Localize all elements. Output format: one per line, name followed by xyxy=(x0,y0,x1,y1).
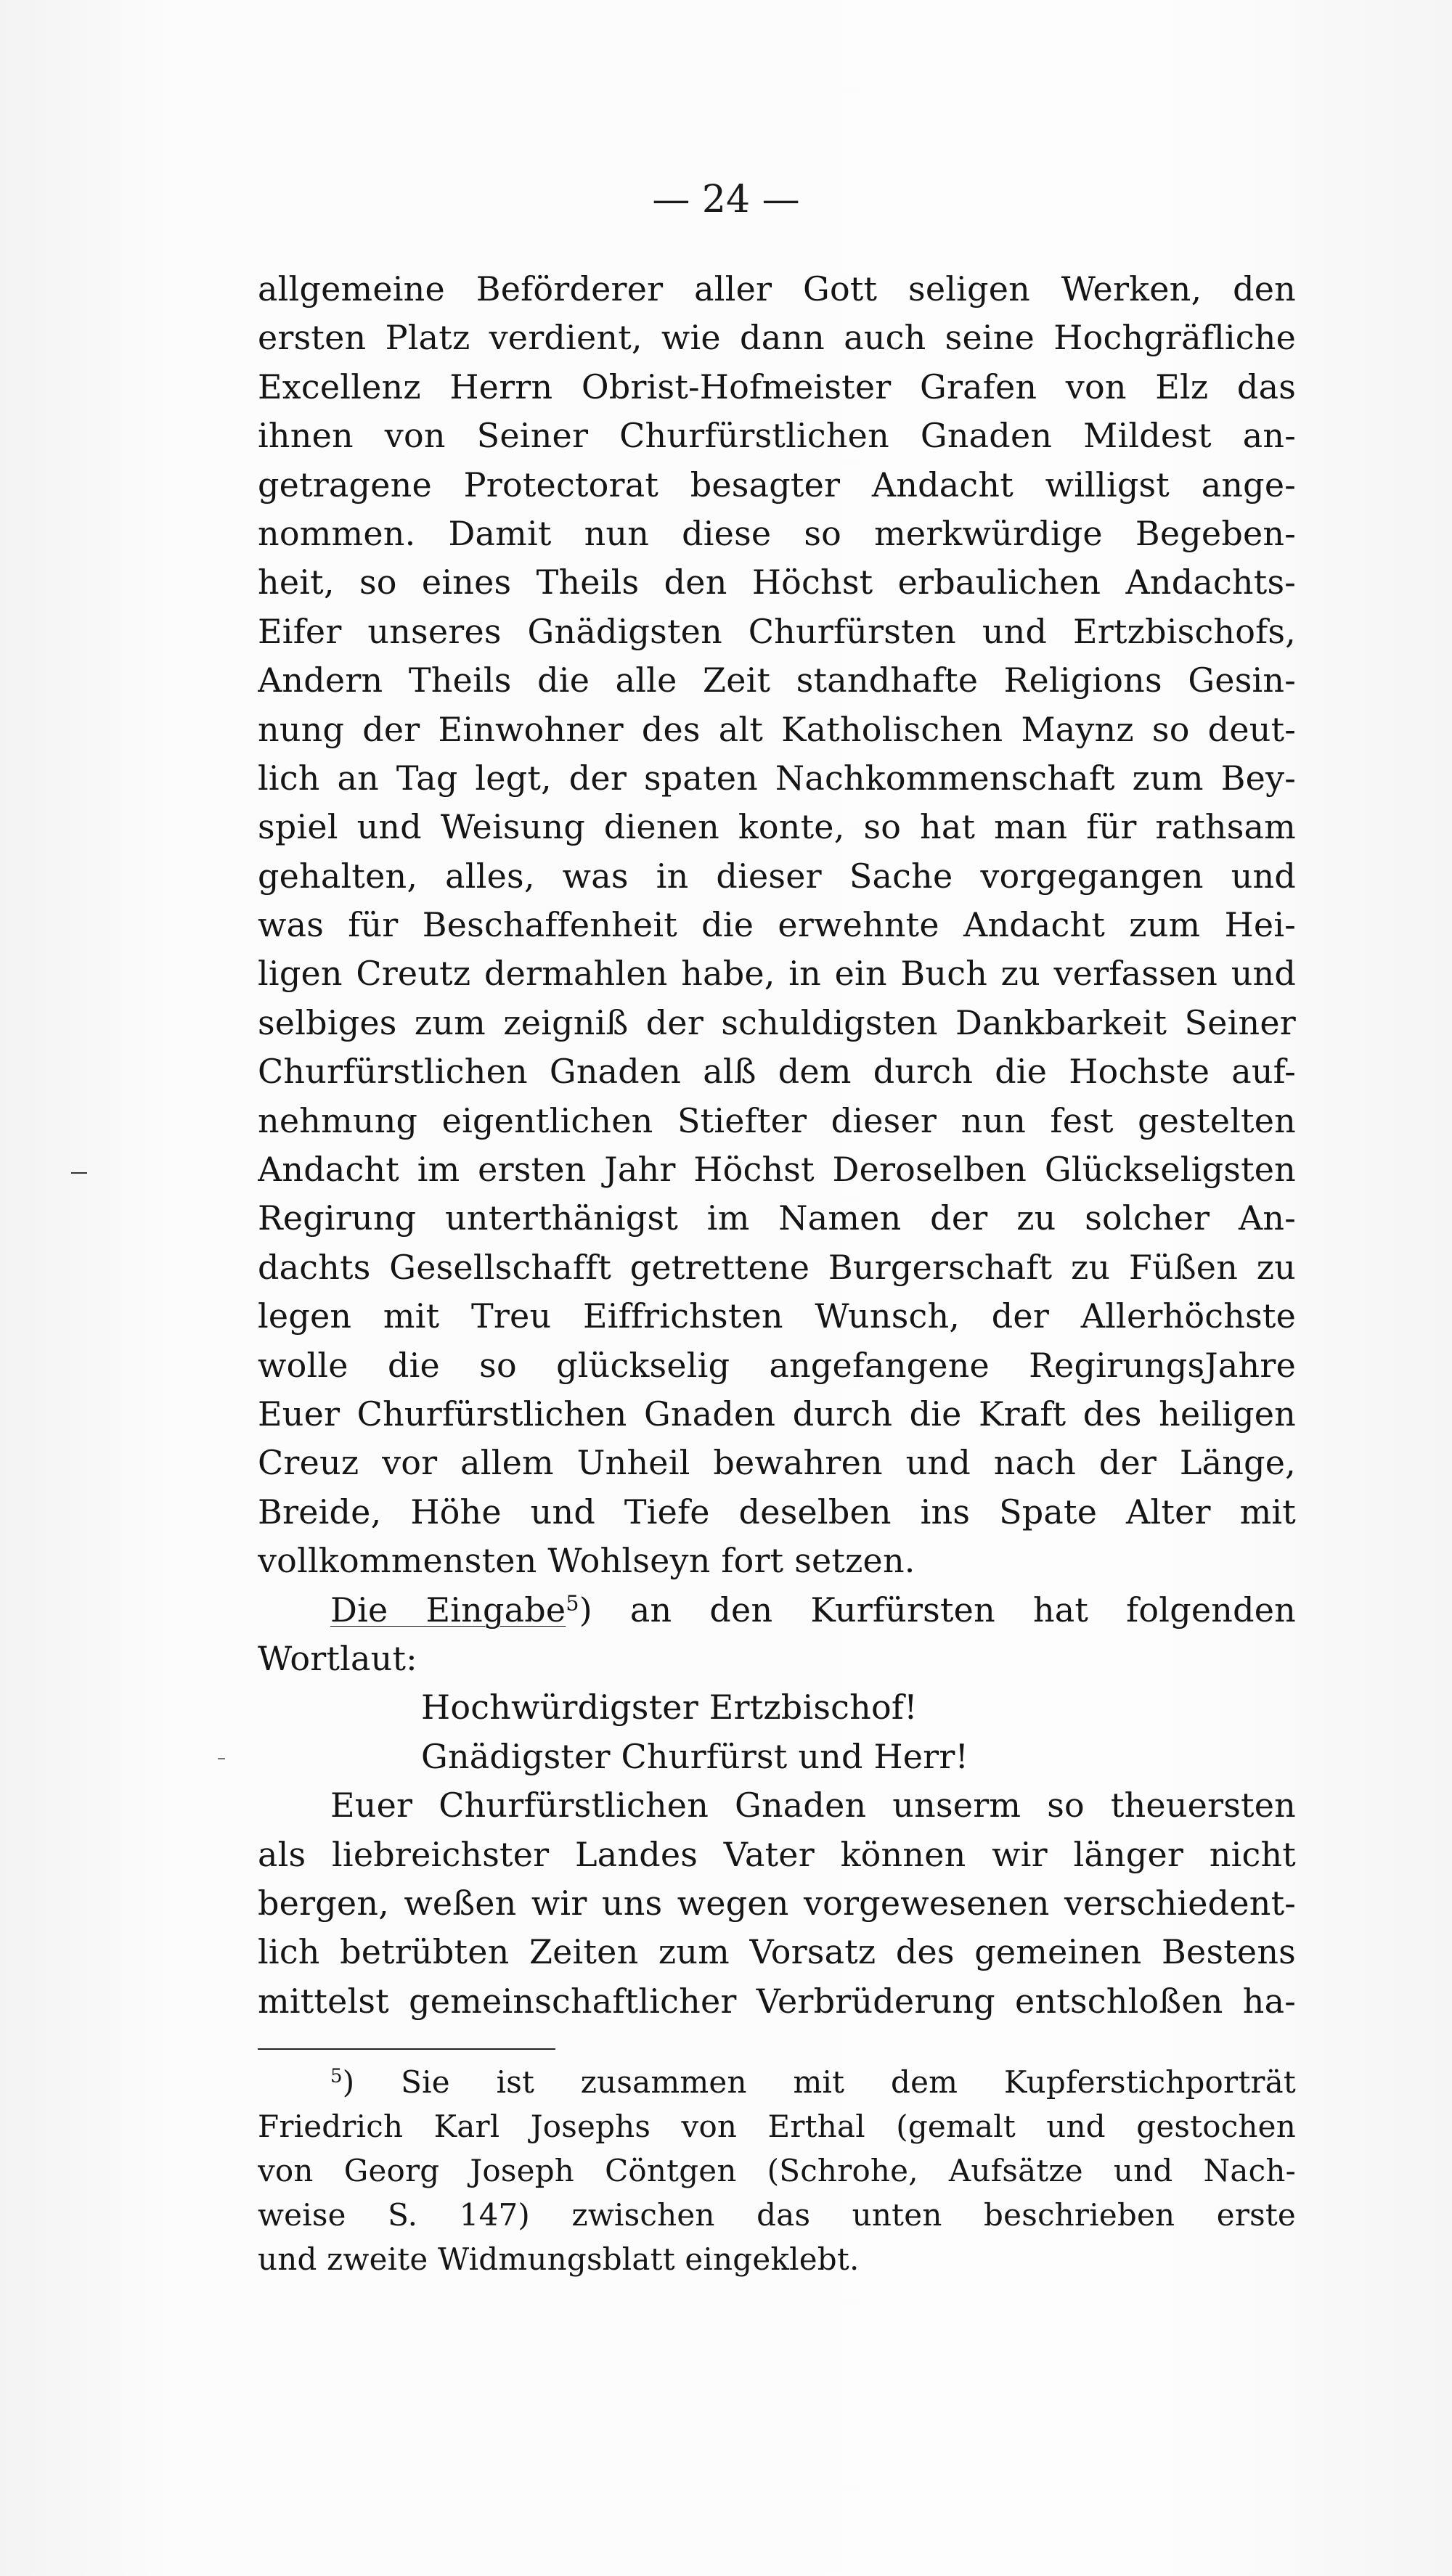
margin-mark xyxy=(71,1172,87,1174)
text-line: heit, so eines Theils den Höchst erbaulichen Andachts- xyxy=(258,563,1296,602)
text-line: Andacht im ersten Jahr Höchst Deroselben Glückseligsten xyxy=(258,1150,1296,1190)
text-line: Euer Churfürstlichen Gnaden durch die Kraft des heiligen xyxy=(258,1394,1296,1434)
text-line: allgemeine Beförderer aller Gott seligen Werken, den xyxy=(258,269,1296,308)
footnote-marker: 5 xyxy=(330,2065,343,2088)
footnote-line xyxy=(258,2060,1296,2104)
text-line: lich an Tag legt, der spaten Nachkommenschaft zum Bey- xyxy=(258,758,1296,798)
salutation-archbishop: Hochwürdigster Ertzbischof! xyxy=(421,1688,918,1727)
text-line: was für Beschaffenheit die erwehnte Andacht zum Hei- xyxy=(258,905,1296,945)
salutation-elector: Gnädigster Churfürst und Herr! xyxy=(421,1736,969,1776)
text-line: lich betrübten Zeiten zum Vorsatz des gemeinen Bestens xyxy=(258,1932,1296,1972)
text-line: wolle die so glückselig angefangene RegirungsJahre xyxy=(258,1345,1296,1385)
text-line: als liebreichster Landes Vater können wir länger nicht xyxy=(258,1834,1296,1874)
text-line: Churfürstlichen Gnaden alß dem durch die Hochste auf- xyxy=(258,1052,1296,1092)
text-line: Breide, Höhe und Tiefe deselben ins Spate Alter mit xyxy=(258,1492,1296,1532)
text-line: getragene Protectorat besagter Andacht willigst ange- xyxy=(258,465,1296,504)
intro-rest: ) an den Kurfürsten hat folgenden xyxy=(579,1590,1296,1630)
text-line: ligen Creutz dermahlen habe, in ein Buch zu verfassen und xyxy=(258,954,1296,994)
text-line: gehalten, alles, was in dieser Sache vorgegangen und xyxy=(258,856,1296,896)
text-line: legen mit Treu Eiffrichsten Wunsch, der Allerhöchste xyxy=(258,1296,1296,1336)
margin-mark xyxy=(218,1758,225,1759)
footnote-line: weise S. 147) zwischen das unten beschrieben erste xyxy=(258,2197,1296,2233)
text-line: Creuz vor allem Unheil bewahren und nach der Länge, xyxy=(258,1443,1296,1483)
text-line: nung der Einwohner des alt Katholischen Maynz so deut- xyxy=(258,709,1296,749)
text-line: Eifer unseres Gnädigsten Churfürsten und Ertzbischofs, xyxy=(258,611,1296,651)
text-line: nommen. Damit nun diese so merkwürdige Begeben- xyxy=(258,513,1296,553)
footnote-line: und zweite Widmungsblatt eingeklebt. xyxy=(258,2241,860,2277)
text-line: bergen, weßen wir uns wegen vorgewesenen verschiedent- xyxy=(258,1883,1296,1923)
footnote-line: Friedrich Karl Josephs von Erthal (gemalt und gestochen xyxy=(258,2109,1296,2144)
text-line: dachts Gesellschafft getrettene Burgerschaft zu Füßen zu xyxy=(258,1247,1296,1287)
text-line: Excellenz Herrn Obrist-Hofmeister Grafen von Elz das xyxy=(258,367,1296,406)
main-text xyxy=(258,265,1296,2026)
text-line: Regirung unterthänigst im Namen der zu solcher An- xyxy=(258,1198,1296,1238)
text-line: ihnen von Seiner Churfürstlichen Gnaden Mildest an- xyxy=(258,416,1296,456)
footnote-reference: 5 xyxy=(566,1590,579,1615)
text-line: Euer Churfürstlichen Gnaden unserm so theuersten xyxy=(330,1786,1296,1825)
page-number: — 24 — xyxy=(652,178,800,221)
text-line: nehmung eigentlichen Stiefter dieser nun fest gestelten xyxy=(258,1100,1296,1140)
footnote xyxy=(258,2060,1296,2281)
intro-line-2: Wortlaut: xyxy=(258,1638,417,1678)
footnote-first-line: ) Sie ist zusammen mit dem Kupferstichporträt xyxy=(342,2064,1296,2100)
footnote-line: von Georg Joseph Cöntgen (Schrohe, Aufsätze und Nach- xyxy=(258,2153,1296,2188)
intro-text: Die Eingabe xyxy=(330,1590,566,1630)
text-line: selbiges zum zeigniß der schuldigsten Dankbarkeit Seiner xyxy=(258,1002,1296,1042)
text-line: vollkommensten Wohlseyn fort setzen. xyxy=(258,1541,915,1581)
text-line: spiel und Weisung dienen konte, so hat man für rathsam xyxy=(258,807,1296,847)
footnote-divider xyxy=(258,2048,555,2050)
text-line: mittelst gemeinschaftlicher Verbrüderung entschloßen ha- xyxy=(258,1981,1296,2021)
text-line: Andern Theils die alle Zeit standhafte Religions Gesin- xyxy=(258,661,1296,700)
text-line: ersten Platz verdient, wie dann auch seine Hochgräfliche xyxy=(258,318,1296,358)
intro-line xyxy=(258,1586,1296,1635)
